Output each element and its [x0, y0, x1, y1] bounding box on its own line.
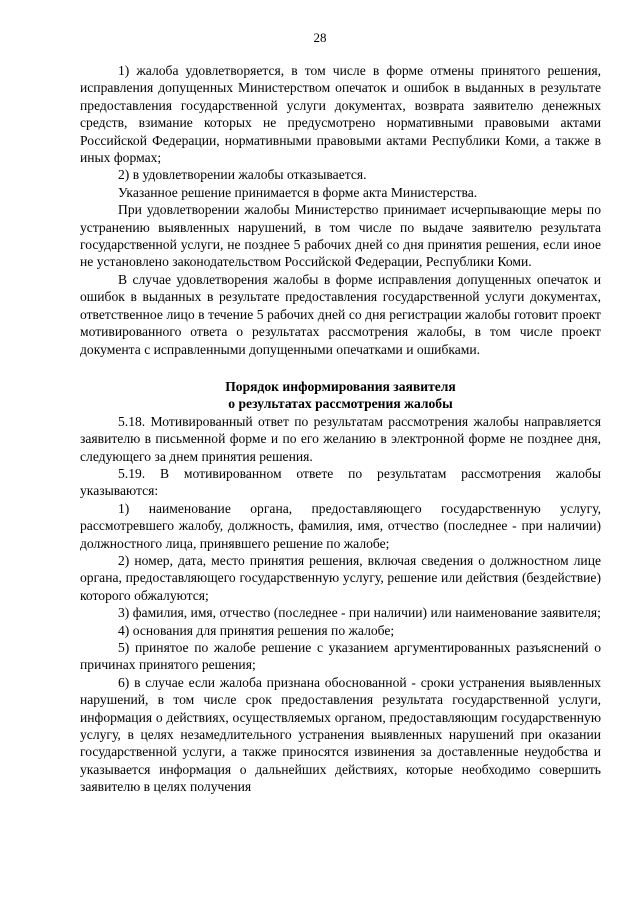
paragraph: В случае удовлетворения жалобы в форме исправления допущенных опечаток и ошибок в выданных в результате предоставления государственной услуги документах, ответственное лицо в течение 5 рабочих дней со дня регистрации жалобы готовит проект мотивированного ответа о результатах рассмотрения жалобы, в том числе проект документа с исправленными допущенными опечатками и ошибками.	[80, 271, 601, 357]
paragraph: Указанное решение принимается в форме акта Министерства.	[118, 184, 478, 200]
list-item: 5) принятое по жалобе решение с указанием аргументированных разъяснений о причинах принятого решения;	[80, 640, 601, 673]
paragraph: 1) жалоба удовлетворяется, в том числе в форме отмены принятого решения, исправления допущенных Министерством опечаток и ошибок в выданных в результате предоставления государственной услуги документах, возврата заявителю денежных средств, взимание которых не предусмотрено нормативными правовыми актами Российской Федерации, нормативными правовыми актами Республики Коми, а также в иных формах;	[80, 63, 601, 166]
paragraph: 5.19. В мотивированном ответе по результатам рассмотрения жалобы указываются:	[80, 465, 601, 499]
section-heading-line-1: Порядок информирования заявителя	[225, 378, 456, 394]
section-heading-line-2: о результатах рассмотрения жалобы	[228, 396, 453, 412]
paragraph: При удовлетворении жалобы Министерство принимает исчерпывающие меры по устранению выявленных нарушений, в том числе по выдаче заявителю результата государственной услуги, не позднее 5 рабочих дней со дня принятия решения, если иное не установлено законодательством Российской Федерации, Республики Коми.	[80, 202, 601, 270]
page-number: 28	[313, 30, 327, 45]
list-item: 4) основания для принятия решения по жалобе;	[118, 622, 395, 638]
paragraph: 2) в удовлетворении жалобы отказывается.	[118, 167, 367, 183]
spacer	[80, 358, 601, 378]
list-item: 1) наименование органа, предоставляющего государственную услугу, рассмотревшего жалобу, должность, фамилия, имя, отчество (последнее - при наличии) должностного лица, принявшего решение по жалобе;	[80, 500, 601, 551]
document-body	[80, 62, 601, 796]
list-item: 3) фамилия, имя, отчество (последнее - при наличии) или наименование заявителя;	[118, 605, 601, 621]
paragraph: 5.18. Мотивированный ответ по результатам рассмотрения жалобы направляется заявителю в письменной форме и по его желанию в электронной форме не позднее дня, следующего за днем принятия решения.	[80, 413, 601, 464]
list-item: 2) номер, дата, место принятия решения, включая сведения о должностном лице органа, предоставляющего государственную услугу, решение или действия (бездействие) которого обжалуются;	[80, 552, 601, 603]
list-item: 6) в случае если жалоба признана обоснованной - сроки устранения выявленных нарушений, в том числе срок предоставления результата государственной услуги, информация о действиях, осуществляемых органом, предоставляющим государственную услугу, в целях незамедлительного устранения выявленных нарушений при оказании государственной услуги, а также приносятся извинения за доставленные неудобства и указывается информация о дальнейших действиях, которые необходимо совершить заявителю в целях получения	[80, 674, 601, 795]
